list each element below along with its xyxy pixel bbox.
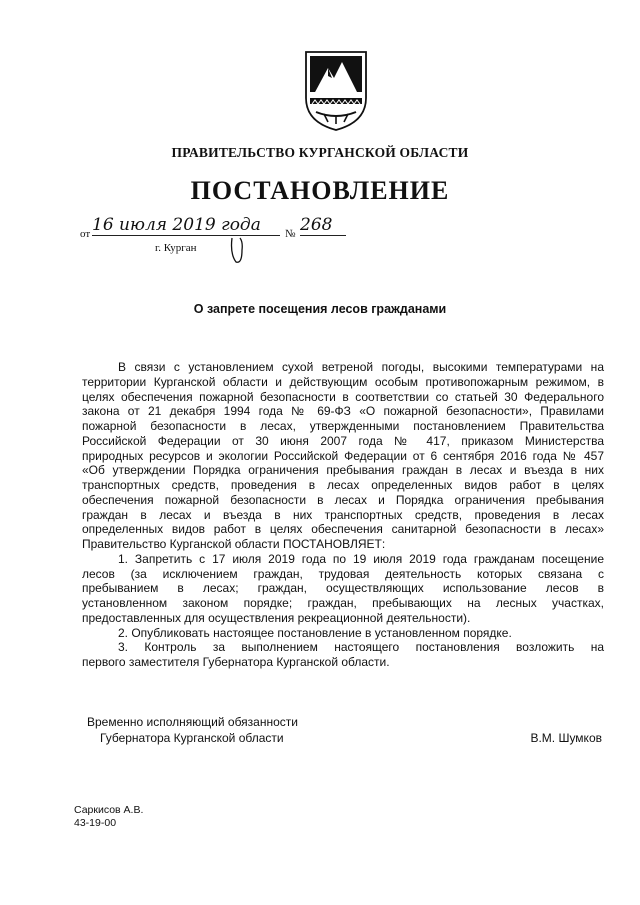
executor-phone: 43-19-00 [74,817,117,829]
body-line: закона от 21 декабря 1994 года № 69-ФЗ «О пожарной безопасности», Правилами [82,404,604,419]
body-line: природных ресурсов и экологии Российской Федерации от 6 сентября 2016 года № 457 [82,448,604,463]
body-line: пожарной безопасности в лесах, утвержденными постановлением Правительства [82,419,604,433]
city: г. Курган [155,242,197,254]
item-3-line: первого заместителя Губернатора Курганской области. [82,655,390,669]
number-label: № [285,228,296,240]
coat-of-arms-icon [304,48,368,132]
body-line: граждан в лесах и въезда в них транспортных средств, проведения в лесах [82,507,604,522]
document-subject: О запрете посещения лесов гражданами [193,302,447,316]
executor-info [74,804,143,830]
handwritten-mark [228,236,248,266]
signatory-name: В.М. Шумков [530,731,602,745]
item-1-line: пребыванием в лесах; граждан, осуществляющих использование лесов в [82,581,604,596]
body-line: целях обеспечения пожарной безопасности в соответствии со статьей 30 Федерального [82,389,604,404]
item-3-line: 3. Контроль за выполнением настоящего постановления возложить на [118,640,604,655]
government-name: ПРАВИТЕЛЬСТВО КУРГАНСКОЙ ОБЛАСТИ [171,145,469,160]
body-line: определенных видов работ в целях обеспечения санитарной безопасности в лесах» [82,522,604,537]
executor-name: Саркисов А.В. [74,804,144,816]
date-prefix: от [80,228,91,240]
body-line: В связи с установлением сухой ветреной погоды, высокими температурами на [118,360,604,374]
body-line: Правительство Курганской области ПОСТАНОВЛЯЕТ: [82,537,386,551]
body-line: транспортных средств, проведения в лесах определенных видов работ в целях [82,478,604,492]
body-line: Российской Федерации от 30 июня 2007 года № 417, приказом Министерства [82,433,604,448]
body-line: обеспечения пожарной безопасности в лесах и Порядка ограничения пребывания [82,492,604,507]
body-line: «Об утверждении Порядка ограничения пребывания граждан в лесах и въезда в них [82,463,604,478]
document-number: 268 [300,215,346,236]
signatory-title-line1: Временно исполняющий обязанности [87,715,298,729]
item-1-line: установленном законом порядке; граждан, пребывающих на лесных участках, [82,596,604,610]
document-date: 16 июля 2019 года [92,215,280,236]
item-1-line: предоставленных для осуществления рекреационной деятельности). [82,610,471,625]
signatory-title-line2: Губернатора Курганской области [100,731,284,745]
item-1-line: лесов (за исключением граждан, трудовая деятельность которых связана с [82,566,604,581]
item-1-line: 1. Запретить с 17 июля 2019 года по 19 июля 2019 года гражданам посещение [118,551,604,566]
document-body [82,360,604,670]
document-type: ПОСТАНОВЛЕНИЕ [190,176,450,205]
item-2: 2. Опубликовать настоящее постановление в установленном порядке. [118,625,512,640]
body-line: территории Курганской области и действующим особым противопожарным режимом, в [82,374,604,389]
